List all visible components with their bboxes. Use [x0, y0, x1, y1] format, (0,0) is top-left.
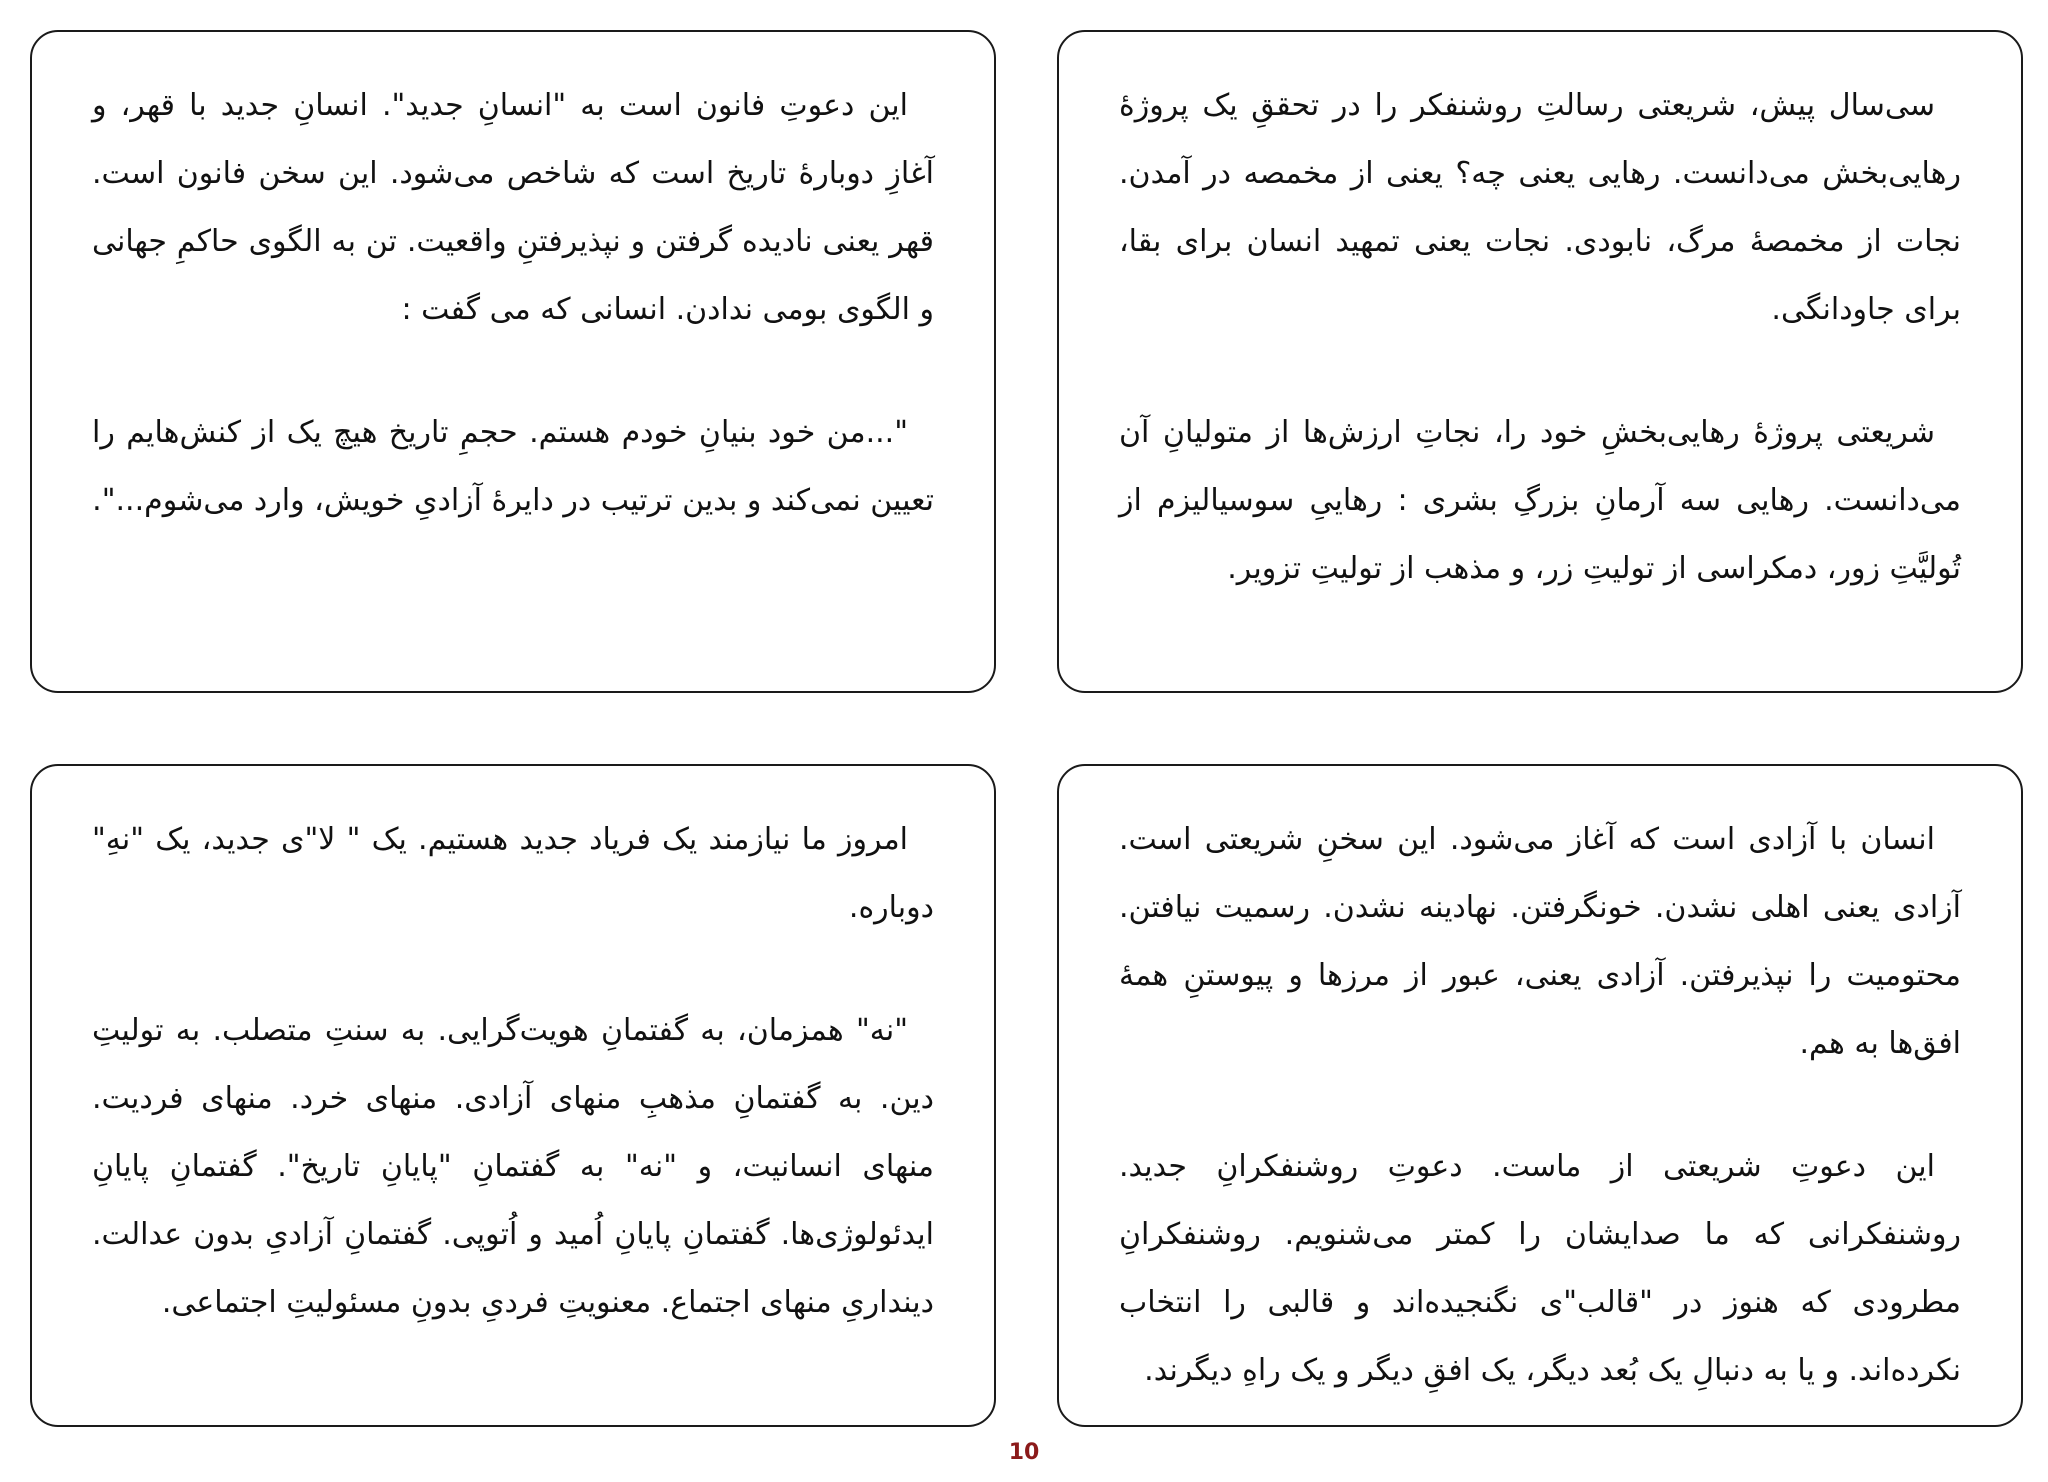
paragraph-fanon-new-man: این دعوتِ فانون است به "انسانِ جدید". انسانِ جدید با قهر، و آغازِ دوبارهٔ تاریخ است که شاخص می‌شود. این سخن فانون است. قهر یعنی نادیده گرفتن و نپذیرفتنِ واقعیت. تن به الگوی حاکمِ جهانی و الگوی بومی ندادن. انسانی که می گفت : — [92, 88, 934, 327]
text-box-top-left — [30, 30, 996, 693]
text-box-bottom-left — [30, 764, 996, 1427]
paragraph-new-cry: امروز ما نیازمند یک فریاد جدید هستیم. یک " لا"ی جدید، یک "نهِ" دوباره. — [92, 822, 934, 925]
text-box-bottom-right — [1057, 764, 2023, 1427]
text-box-top-right — [1057, 30, 2023, 693]
paragraph-no-discourses: "نه" همزمان، به گفتمانِ هویت‌گرایی. به سنتِ متصلب. به تولیتِ دین. به گفتمانِ مذهبِ منهای آزادی. منهای خرد. منهای فردیت. منهای انسانیت، و "نه" به گفتمانِ "پایانِ تاریخ". گفتمانِ پایانِ ایدئولوژی‌ها. گفتمانِ پایانِ اُمید و اُتوپی. گفتمانِ آزادیِ بدون عدالت. دینداریِ منهای اجتماع. معنویتِ فردیِ بدونِ مسئولیتِ اجتماعی. — [92, 1013, 934, 1320]
paragraph-liberation-project: سی‌سال پیش، شریعتی رسالتِ روشنفکر را در تحققِ یک پروژهٔ رهایی‌بخش می‌دانست. رهایی یعنی چه؟ یعنی از مخمصه در آمدن. نجات از مخمصهٔ مرگ، نابودی. نجات یعنی تمهید انسان برای بقا، برای جاودانگی. — [1119, 88, 1961, 327]
paragraph-fanon-quote: "...من خود بنیانِ خودم هستم. حجمِ تاریخ هیچ یک از کنش‌هایم را تعیین نمی‌کند و بدین ترتیب در دایرهٔ آزادیِ خویش، وارد می‌شوم...". — [92, 415, 934, 518]
paragraph-freedom: انسان با آزادی است که آغاز می‌شود. این سخنِ شریعتی است. آزادی یعنی اهلی نشدن. خونگرفتن. نهادینه نشدن. رسمیت نیافتن. محتومیت را نپذیرفتن. آزادی یعنی، عبور از مرزها و پیوستنِ همهٔ افق‌ها به هم. — [1119, 822, 1961, 1061]
paragraph-new-intellectuals: این دعوتِ شریعتی از ماست. دعوتِ روشنفکرانِ جدید. روشنفکرانی که ما صدایشان را کمتر می‌شنویم. روشنفکرانِ مطرودی که هنوز در "قالب"ی نگنجیده‌اند و قالبی را انتخاب نکرده‌اند. و یا به دنبالِ یک بُعد دیگر، یک افقِ دیگر و یک راهِ دیگرند. — [1119, 1149, 1961, 1388]
paragraph-three-ideals: شریعتی پروژهٔ رهایی‌بخشِ خود را، نجاتِ ارزش‌ها از متولیانِ آن می‌دانست. رهایی سه آرمانِ بزرگِ بشری : رهاییِ سوسیالیزم از تُولیَّتِ زور، دمکراسی از تولیتِ زر، و مذهب از تولیتِ تزویر. — [1119, 415, 1961, 586]
page-number: 10 — [1008, 1440, 1040, 1465]
